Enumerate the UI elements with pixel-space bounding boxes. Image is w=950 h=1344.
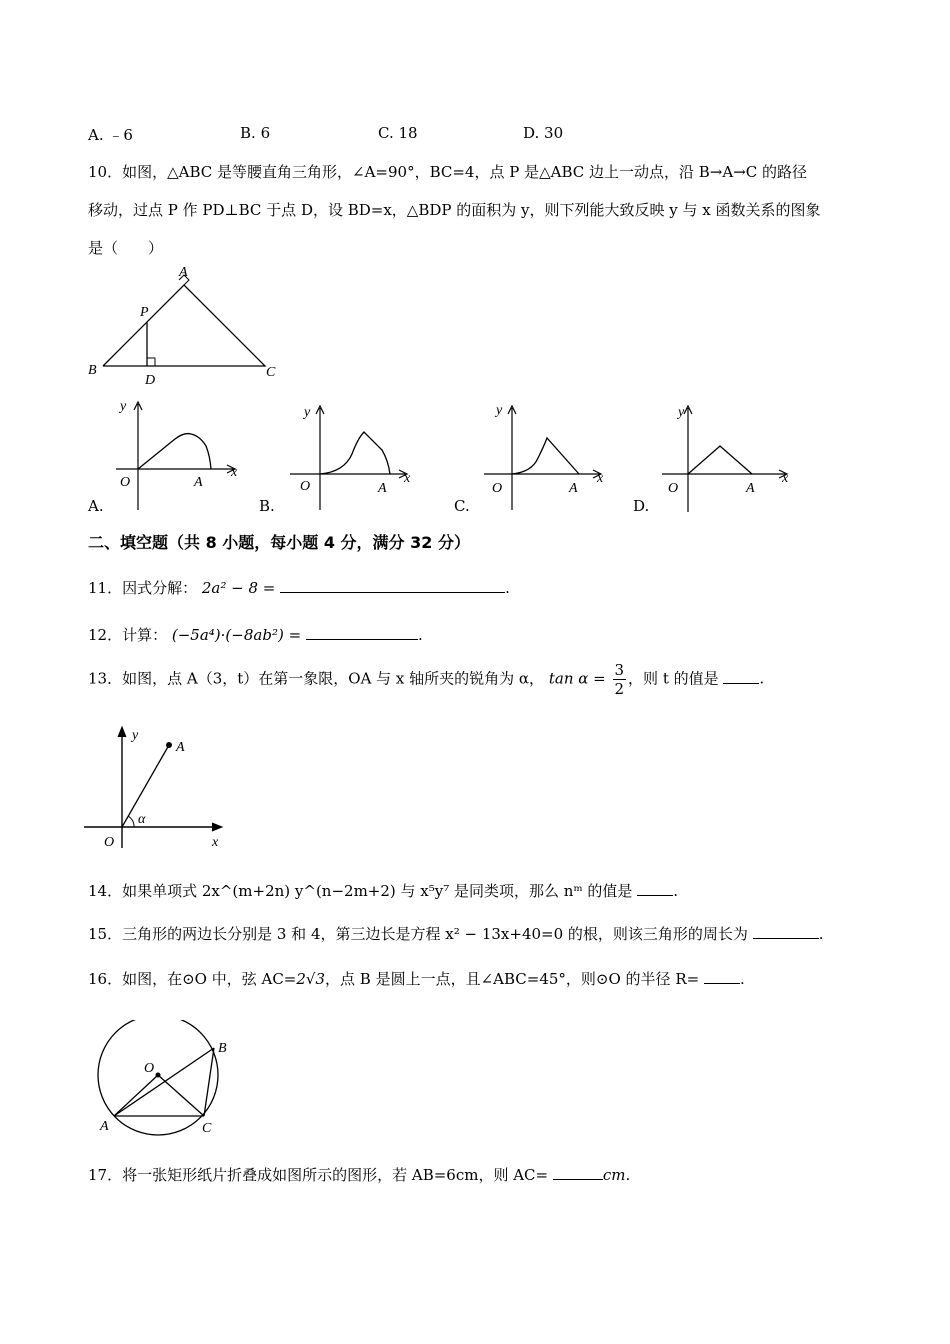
x-label: x — [404, 471, 411, 486]
radius-oc — [158, 1075, 204, 1116]
option-label: D. — [523, 124, 540, 142]
q10-graph-c — [480, 400, 610, 515]
angle-arc — [128, 816, 134, 827]
question-number: 10． — [88, 163, 123, 181]
x-label: x — [231, 465, 238, 480]
question-text: 如果单项式 2x^(m+2n) y^(n−2m+2) 与 x⁵y⁷ 是同类项，那么 nᵐ 的值是 — [122, 882, 633, 900]
label-a: A — [100, 1119, 109, 1134]
label-b: B — [88, 363, 97, 378]
point-a-label: A — [176, 740, 185, 755]
answer-blank[interactable] — [306, 625, 418, 640]
origin-label: O — [104, 835, 115, 850]
q10-option-d-label: D. — [633, 497, 650, 515]
section-title: 二、填空题（共 8 小题，每小题 4 分，满分 32 分） — [88, 533, 470, 552]
option-value: 18 — [398, 124, 418, 142]
q14 — [88, 880, 678, 901]
point-a-label: A — [194, 475, 203, 490]
q12 — [88, 624, 423, 645]
q13 — [88, 661, 764, 698]
unit: cm — [602, 1166, 626, 1184]
option-label: B. — [240, 124, 256, 142]
triangle-abc — [103, 285, 265, 366]
segment-oa — [122, 745, 169, 827]
q10-line1 — [88, 161, 807, 182]
period: . — [417, 626, 423, 644]
curve — [138, 434, 211, 469]
point-a-label: A — [378, 481, 387, 496]
q10-option-a-label: A. — [88, 497, 104, 515]
question-number: 13． — [88, 669, 123, 688]
y-label: y — [304, 405, 311, 420]
period: . — [505, 579, 510, 597]
q9-option-c — [378, 124, 418, 142]
math-expression: (−5a⁴)·(−8ab²) = — [171, 626, 302, 644]
label-a: A — [179, 265, 188, 280]
x-axis-arrow — [212, 823, 222, 831]
label-d: D — [145, 373, 156, 388]
question-number: 17． — [88, 1166, 123, 1184]
q10-option-b-label: B. — [259, 497, 275, 515]
curve — [512, 438, 579, 474]
period: . — [759, 669, 765, 688]
q9-option-b — [240, 124, 270, 142]
q9-option-a — [88, 124, 133, 145]
origin-label: O — [120, 475, 131, 490]
x-label: x — [782, 471, 789, 486]
q10-line3: 是（ ） — [88, 239, 164, 257]
label-o: O — [144, 1061, 155, 1076]
q11 — [88, 577, 510, 598]
x-label: x — [212, 835, 219, 850]
origin-label: O — [668, 481, 679, 496]
y-label: y — [678, 405, 685, 420]
x-label: x — [597, 471, 604, 486]
center-point — [156, 1073, 161, 1078]
answer-blank[interactable] — [753, 924, 819, 939]
curve — [688, 446, 752, 474]
option-value: 30 — [544, 124, 564, 142]
radius-oa — [114, 1075, 158, 1116]
question-text: 将一张矩形纸片折叠成如图所示的图形，若 AB=6cm，则 AC= — [122, 1166, 549, 1184]
point-a-label: A — [746, 481, 755, 496]
question-text: ，则 t 的值是 — [628, 669, 719, 688]
origin-label: O — [300, 479, 311, 494]
question-text: 计算： — [122, 626, 168, 644]
origin-label: O — [492, 481, 503, 496]
answer-blank[interactable] — [637, 881, 673, 896]
y-label: y — [132, 728, 139, 743]
question-number: 11． — [88, 579, 123, 597]
question-text: ，点 B 是圆上一点，且∠ABC=45°，则⊙O 的半径 R= — [325, 970, 700, 988]
answer-blank[interactable] — [280, 578, 505, 593]
answer-blank[interactable] — [553, 1165, 603, 1180]
q16 — [88, 968, 745, 989]
question-number: 16． — [88, 970, 123, 988]
q10-option-c-label: C. — [454, 497, 470, 515]
period: . — [739, 970, 745, 988]
q10-graph-a — [112, 396, 247, 511]
question-number: 14． — [88, 882, 123, 900]
q10-graph-b — [288, 400, 418, 515]
question-text: 三角形的两边长分别是 3 和 4，第三边长是方程 x² − 13x+40=0 的根，则该三角形的周长为 — [122, 925, 748, 943]
period: . — [625, 1166, 631, 1184]
period: . — [818, 925, 824, 943]
denominator: 2 — [614, 680, 625, 698]
q9-option-d — [523, 124, 563, 142]
label-p: P — [140, 305, 149, 320]
period: . — [673, 882, 678, 900]
question-text: 如图，△ABC 是等腰直角三角形，∠A=90°，BC=4，点 P 是△ABC 边上一动点，沿 B→A→C 的路径 — [122, 163, 808, 181]
label-c: C — [266, 365, 276, 380]
fraction — [613, 661, 627, 698]
option-value: ﹣6 — [108, 126, 133, 144]
right-angle-mark-d — [147, 358, 155, 366]
question-text: 如图，在⊙O 中，弦 AC= — [122, 970, 297, 988]
answer-blank[interactable] — [704, 969, 740, 984]
chord-ab — [114, 1048, 214, 1116]
math-expression: 2√3 — [296, 970, 326, 988]
question-text: 如图，点 A（3，t）在第一象限，OA 与 x 轴所夹的锐角为 α， — [122, 669, 545, 688]
q10-triangle-figure — [80, 262, 285, 390]
point-a — [166, 742, 172, 748]
y-axis-arrow — [118, 727, 126, 737]
numerator: 3 — [614, 661, 625, 679]
q10-line2: 移动，过点 P 作 PD⊥BC 于点 D，设 BD=x，△BDP 的面积为 y，则下列能大致反映 y 与 x 函数关系的图象 — [88, 201, 821, 219]
curve — [320, 432, 390, 474]
point-a-label: A — [569, 481, 578, 496]
label-b: B — [218, 1041, 227, 1056]
option-label: C. — [378, 124, 394, 142]
q13-figure — [80, 722, 230, 850]
question-text: 因式分解： — [122, 579, 198, 597]
tan-expression: tan α = — [548, 669, 606, 688]
question-number: 15． — [88, 925, 123, 943]
math-expression: 2a² − 8 = — [201, 579, 276, 597]
option-label: A. — [88, 126, 104, 144]
alpha-label: α — [138, 812, 146, 827]
q10-graph-d — [660, 400, 795, 515]
q17 — [88, 1164, 630, 1185]
q15 — [88, 923, 823, 944]
option-value: 6 — [260, 124, 271, 142]
answer-blank[interactable] — [723, 669, 759, 684]
question-number: 12． — [88, 626, 123, 644]
q16-figure — [90, 1020, 240, 1140]
label-c: C — [202, 1121, 212, 1136]
y-label: y — [120, 399, 127, 414]
y-label: y — [496, 403, 503, 418]
